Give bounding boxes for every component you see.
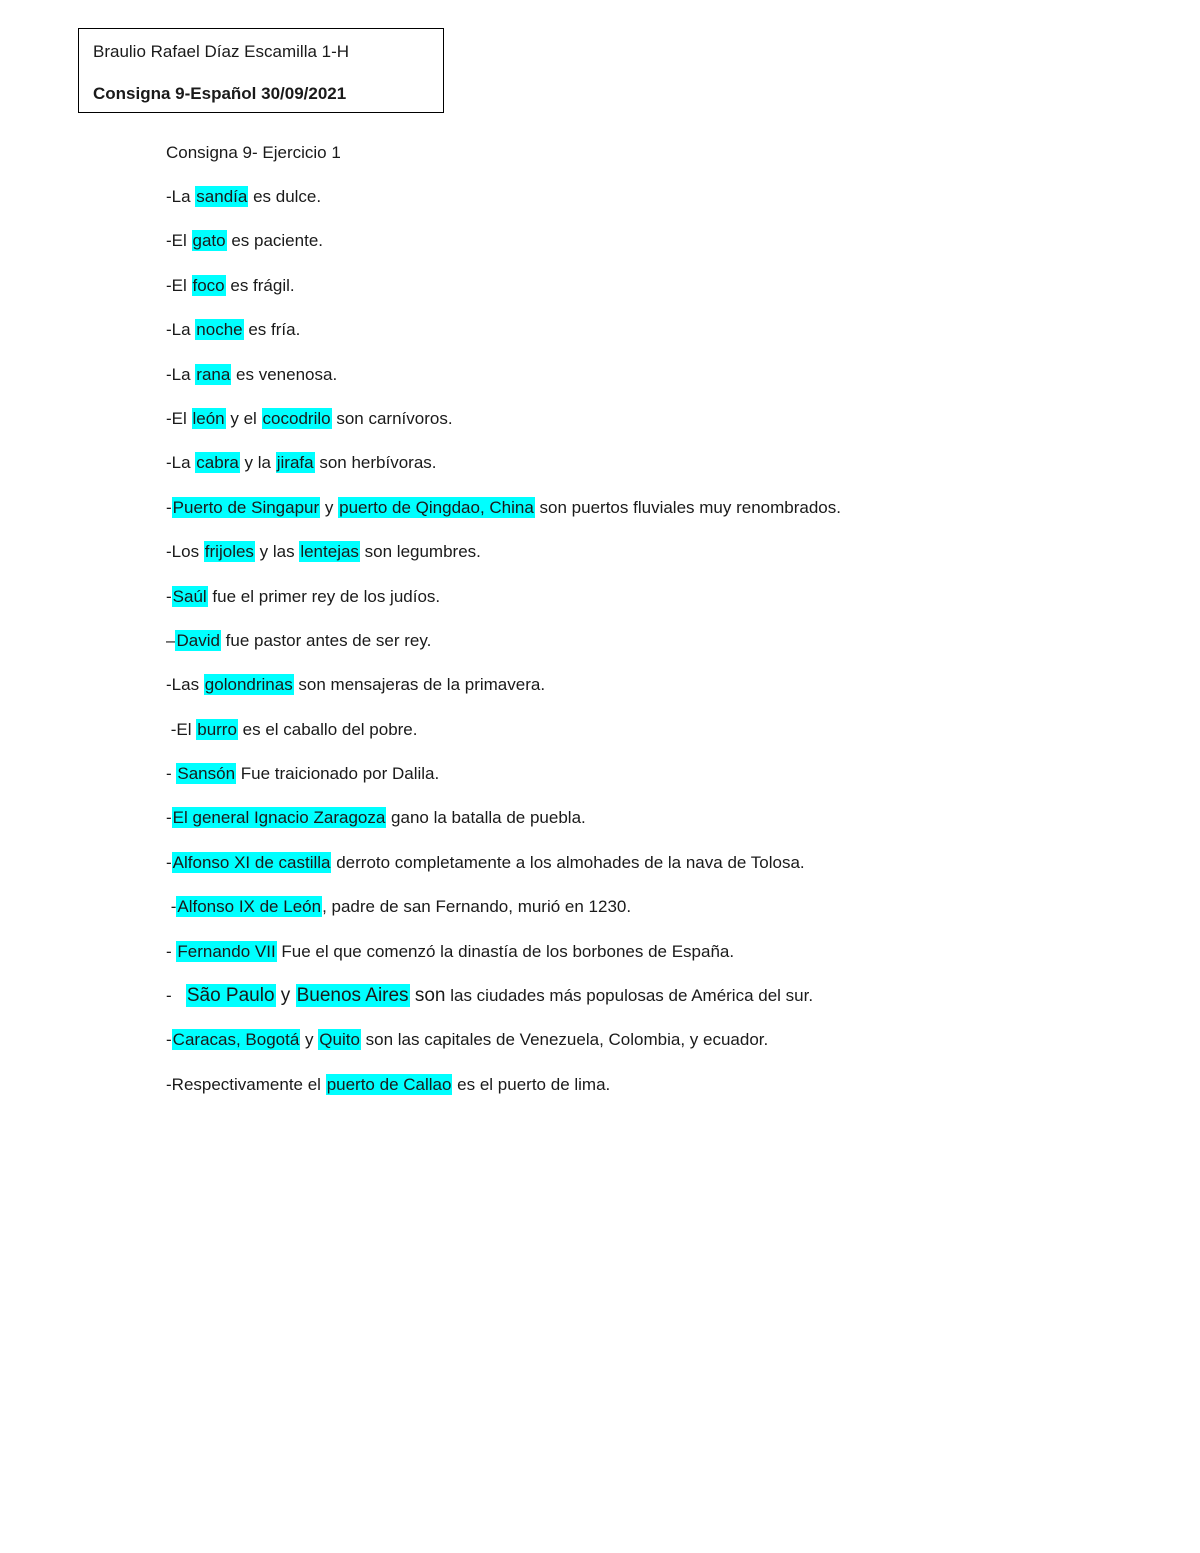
sentence-text: - [166,852,172,872]
sentence-line [166,586,1166,608]
sentence-text: Fue traicionado por Dalila. [236,764,440,784]
sentence-line [166,186,1166,208]
sentence-line [166,719,1166,741]
sentence-line [166,985,1166,1007]
highlighted-subject: foco [192,275,225,295]
highlighted-subject: león [192,408,225,428]
sentence-text: es dulce. [248,187,322,206]
highlighted-subject: El general Ignacio Zaragoza [172,808,386,828]
sentence-text: es el caballo del pobre. [237,719,418,739]
sentence-line [166,763,1166,785]
student-name: Braulio Rafael Díaz Escamilla 1-H [93,42,350,61]
sentence-line [166,1074,1166,1096]
highlighted-subject: Alfonso XI de castilla [172,852,331,872]
sentence-line [166,230,1166,252]
sentence-line [166,852,1166,874]
highlighted-subject: rana [196,364,231,384]
sentence-text: derroto completamente a los almohades de la nava de Tolosa. [331,852,805,872]
sentence-text: -Respectivamente el [166,1074,326,1094]
sentence-text: - [166,764,177,784]
sentence-text: y la [239,453,276,473]
sentence-text: las ciudades más populosas de América del sur. [445,986,814,1006]
highlighted-subject: Puerto de Singapur [172,497,320,517]
sentence-line [166,674,1166,696]
sentence-text: - [166,1030,172,1050]
sentence-text: son puertos fluviales muy renombrados. [534,497,841,517]
sentence-text: - [166,586,172,606]
sentence-text: y [300,1030,319,1050]
highlighted-subject: frijoles [204,542,254,562]
highlighted-subject: gato [192,231,226,251]
sentence-text: - [166,897,177,917]
sentence-line [166,319,1166,341]
sentence-line [166,452,1166,474]
sentence-text: y [320,497,339,517]
sentence-text: son legumbres. [359,542,481,562]
highlighted-subject: Sansón [177,764,236,784]
sentence-line [166,408,1166,430]
highlighted-subject: noche [196,320,243,340]
highlighted-subject: golondrinas [204,675,293,695]
sentence-line [166,941,1166,963]
sentence-text: fue pastor antes de ser rey. [220,630,432,650]
sentence-line [166,541,1166,563]
sentence-text: -El [166,719,197,739]
sentence-text: -La [166,320,196,340]
sentence-line [166,896,1166,918]
sentence-line [166,807,1166,829]
sentence-text: son [409,985,446,1007]
sentence-text: Fue el que comenzó la dinastía de los borbones de España. [276,941,735,961]
sentence-line [166,364,1166,386]
header-box [78,28,444,113]
sentence-text: es frágil. [225,275,295,295]
sentence-text: , padre de san Fernando, murió en 1230. [322,897,632,917]
sentence-text: -La [166,187,196,206]
sentence-text: - [166,986,186,1006]
highlighted-subject: burro [197,719,237,739]
sentence-text: es el puerto de lima. [452,1074,611,1094]
sentence-text: y las [254,542,300,562]
sentence-text: -La [166,364,196,384]
sentence-text: - [166,808,172,828]
highlighted-subject: lentejas [300,542,359,562]
highlighted-subject: Fernando VII [177,941,276,961]
highlighted-subject: puerto de Qingdao, China [339,497,534,517]
highlighted-subject: cocodrilo [262,408,331,428]
sentence-list [166,186,1166,1096]
sentence-text: es paciente. [226,231,323,251]
sentence-text: -La [166,453,196,473]
highlighted-subject: Quito [319,1030,360,1050]
highlighted-subject: São Paulo [186,985,275,1007]
sentence-text: y el [225,408,262,428]
sentence-text: -El [166,231,192,251]
sentence-text: -El [166,408,192,428]
sentence-text: es fría. [243,320,301,340]
sentence-text: - [166,497,172,517]
highlighted-subject: sandía [196,187,248,206]
sentence-text: gano la batalla de puebla. [386,808,586,828]
exercise-title: Consigna 9- Ejercicio 1 [166,143,341,162]
sentence-line [166,497,1166,519]
highlighted-subject: puerto de Callao [326,1074,452,1094]
document-body [166,142,1166,1118]
sentence-text: -Los [166,542,204,562]
sentence-text: son herbívoras. [314,453,437,473]
sentence-text: -Las [166,675,204,695]
sentence-text: es venenosa. [231,364,338,384]
highlighted-subject: cabra [196,453,239,473]
highlighted-subject: Buenos Aires [296,985,409,1007]
highlighted-subject: jirafa [276,453,314,473]
highlighted-subject: David [176,630,220,650]
sentence-text: son mensajeras de la primavera. [293,675,546,695]
highlighted-subject: Saúl [172,586,207,606]
assignment-date: Consigna 9-Español 30/09/2021 [93,84,347,103]
highlighted-subject: Alfonso IX de León [177,897,322,917]
highlighted-subject: Caracas, Bogotá [172,1030,300,1050]
sentence-line [166,275,1166,297]
sentence-text: y [275,985,296,1007]
sentence-line [166,630,1166,652]
sentence-text: fue el primer rey de los judíos. [207,586,441,606]
sentence-text: son carnívoros. [331,408,453,428]
sentence-text: – [166,630,176,650]
sentence-text: son las capitales de Venezuela, Colombia, y ecuador. [360,1030,769,1050]
sentence-text: -El [166,275,192,295]
sentence-text: - [166,941,177,961]
sentence-line [166,1029,1166,1051]
